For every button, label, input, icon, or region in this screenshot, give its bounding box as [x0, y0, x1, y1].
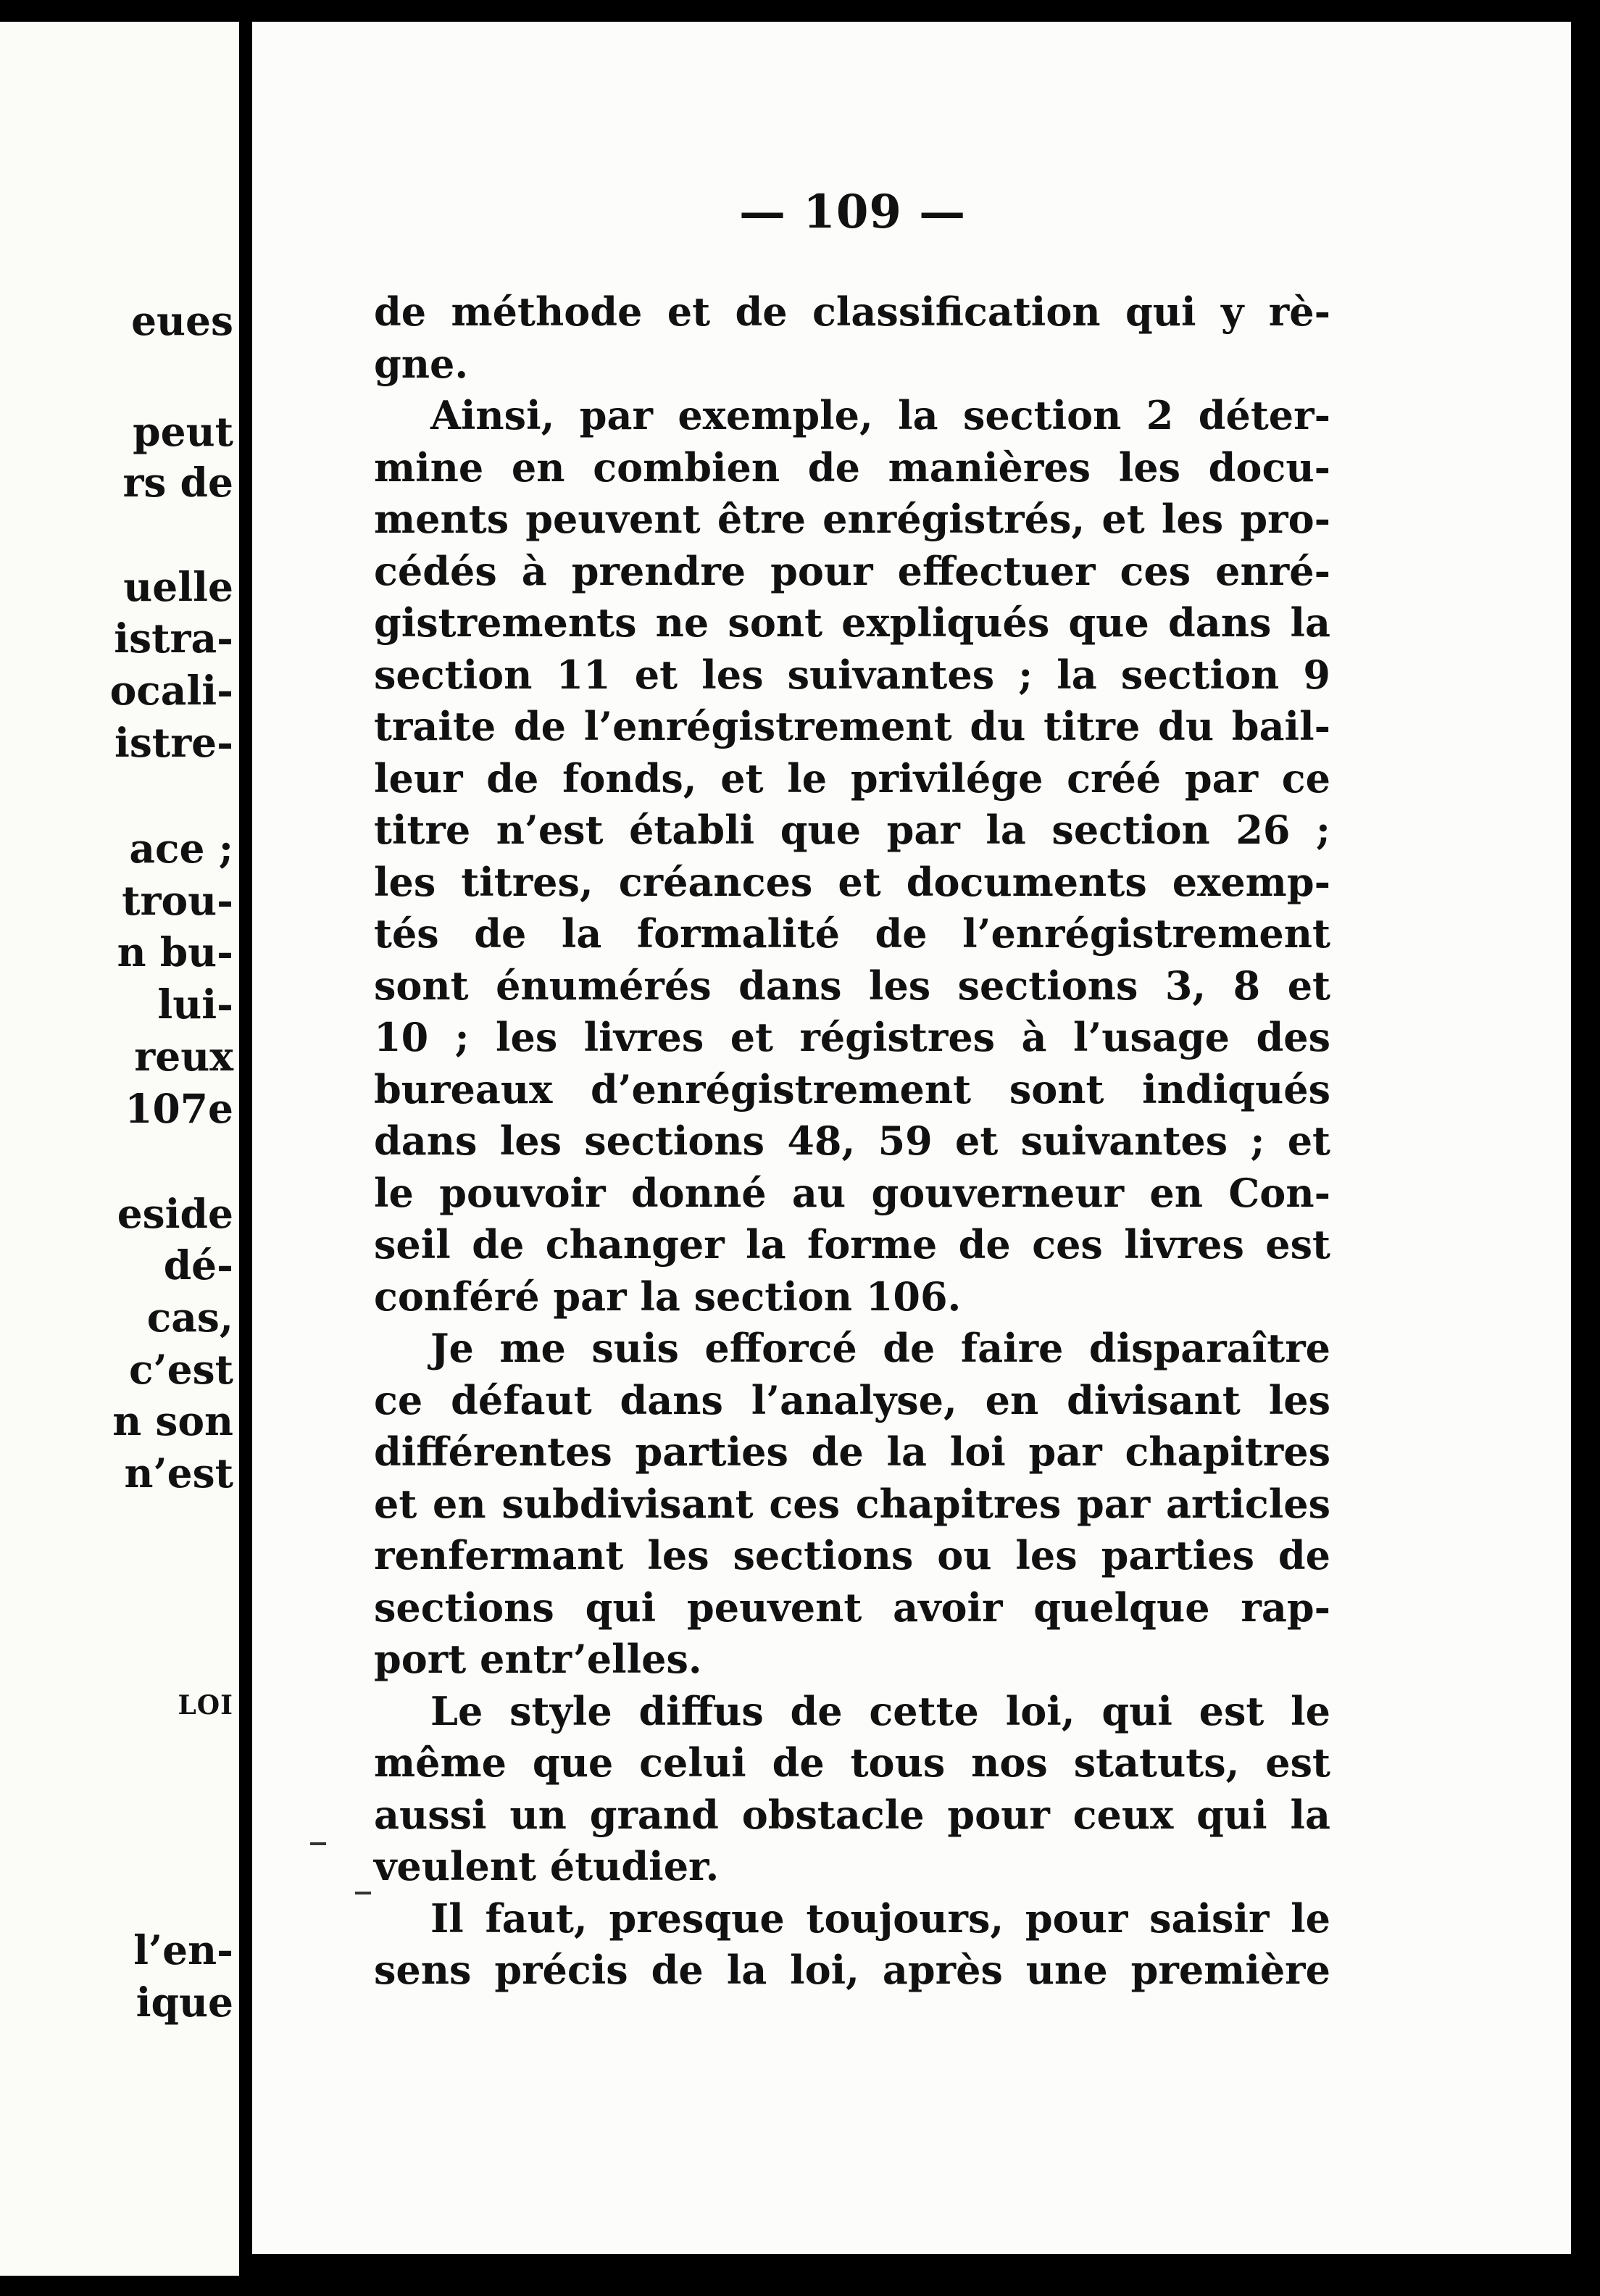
text-line: sens précis de la loi, après une première	[374, 1947, 1330, 1993]
text-line: de méthode et de classification qui y rè-	[374, 288, 1330, 335]
text-line: Il faut, presque toujours, pour saisir le	[430, 1894, 1330, 1942]
text-line: titre n’est établi que par la section 26 ;	[374, 807, 1330, 853]
left-page-line: dé-	[163, 1241, 233, 1289]
left-page-line: n’est	[124, 1449, 233, 1497]
left-page-line: istra-	[114, 615, 233, 662]
text-line: différentes parties de la loi par chapitres	[374, 1428, 1330, 1475]
text-line: mine en combien de manières les docu-	[374, 444, 1330, 491]
text-line: seil de changer la forme de ces livres est	[374, 1221, 1330, 1268]
text-line: même que celui de tous nos statuts, est	[374, 1739, 1330, 1786]
left-page-line: eside	[117, 1190, 233, 1237]
margin-mark	[355, 1892, 371, 1894]
left-page-line: istre-	[114, 719, 233, 766]
text-line: renfermant les sections ou les parties de	[374, 1532, 1330, 1578]
book-gutter	[239, 0, 252, 2296]
left-page-line: lui-	[157, 981, 233, 1028]
text-line: aussi un grand obstacle pour ceux qui la	[374, 1791, 1330, 1838]
text-line: veulent étudier.	[374, 1843, 720, 1889]
left-page-line: LOI	[178, 1690, 233, 1721]
left-page-line: ique	[136, 1979, 233, 2026]
text-line: leur de fonds, et le privilége créé par ce	[374, 754, 1330, 802]
page-number: — 109 —	[739, 185, 967, 239]
text-line: section 11 et les suivantes ; la section 9	[374, 651, 1330, 698]
text-line: le pouvoir donné au gouverneur en Con-	[374, 1169, 1330, 1216]
text-line: les titres, créances et documents exemp-	[374, 858, 1330, 905]
text-line: Je me suis efforcé de faire disparaître	[430, 1325, 1330, 1371]
left-page-line: ace ;	[129, 825, 233, 872]
text-line: ce défaut dans l’analyse, en divisant les	[374, 1376, 1330, 1423]
left-page-line: n son	[112, 1397, 233, 1444]
text-line: conféré par la section 106.	[374, 1273, 962, 1320]
left-page-line: reux	[134, 1033, 233, 1080]
text-line: bureaux d’enrégistrement sont indiqués	[374, 1065, 1330, 1112]
left-page-line: n bu-	[117, 928, 233, 976]
text-line: gne.	[374, 340, 469, 387]
left-page-line: eues	[131, 297, 233, 344]
text-line: Ainsi, par exemple, la section 2 déter-	[430, 392, 1330, 438]
page-edge	[1571, 22, 1600, 2254]
text-line: sont énumérés dans les sections 3, 8 et	[374, 962, 1330, 1009]
text-line: ments peuvent être enrégistrés, et les pro-	[374, 496, 1330, 542]
left-page-line: ocali-	[109, 667, 233, 714]
text-line: port entr’elles.	[374, 1636, 702, 1682]
text-line: tés de la formalité de l’enrégistrement	[374, 910, 1330, 957]
text-line: traite de l’enrégistrement du titre du bail-	[374, 703, 1330, 749]
left-page-line: cas,	[146, 1294, 233, 1341]
left-page-line: trou-	[122, 877, 233, 924]
left-page-line: rs de	[122, 459, 233, 506]
body-text	[374, 286, 1330, 1997]
text-line: dans les sections 48, 59 et suivantes ; et	[374, 1118, 1330, 1164]
margin-mark	[310, 1842, 326, 1845]
left-page-line: 107e	[125, 1085, 233, 1132]
text-line: cédés à prendre pour effectuer ces enré-	[374, 547, 1330, 594]
previous-page-fragment	[0, 22, 239, 2276]
left-page-line: uelle	[123, 563, 233, 610]
text-line: gistrements ne sont expliqués que dans la	[374, 599, 1330, 646]
text-line: et en subdivisant ces chapitres par articles	[374, 1480, 1330, 1527]
left-page-line: peut	[133, 408, 233, 455]
left-page-line: l’en-	[133, 1926, 233, 1973]
text-line: Le style diffus de cette loi, qui est le	[430, 1687, 1330, 1734]
text-line: 10 ; les livres et régistres à l’usage des	[374, 1014, 1330, 1060]
text-line: sections qui peuvent avoir quelque rap-	[374, 1584, 1330, 1631]
left-page-line: c’est	[129, 1346, 233, 1393]
